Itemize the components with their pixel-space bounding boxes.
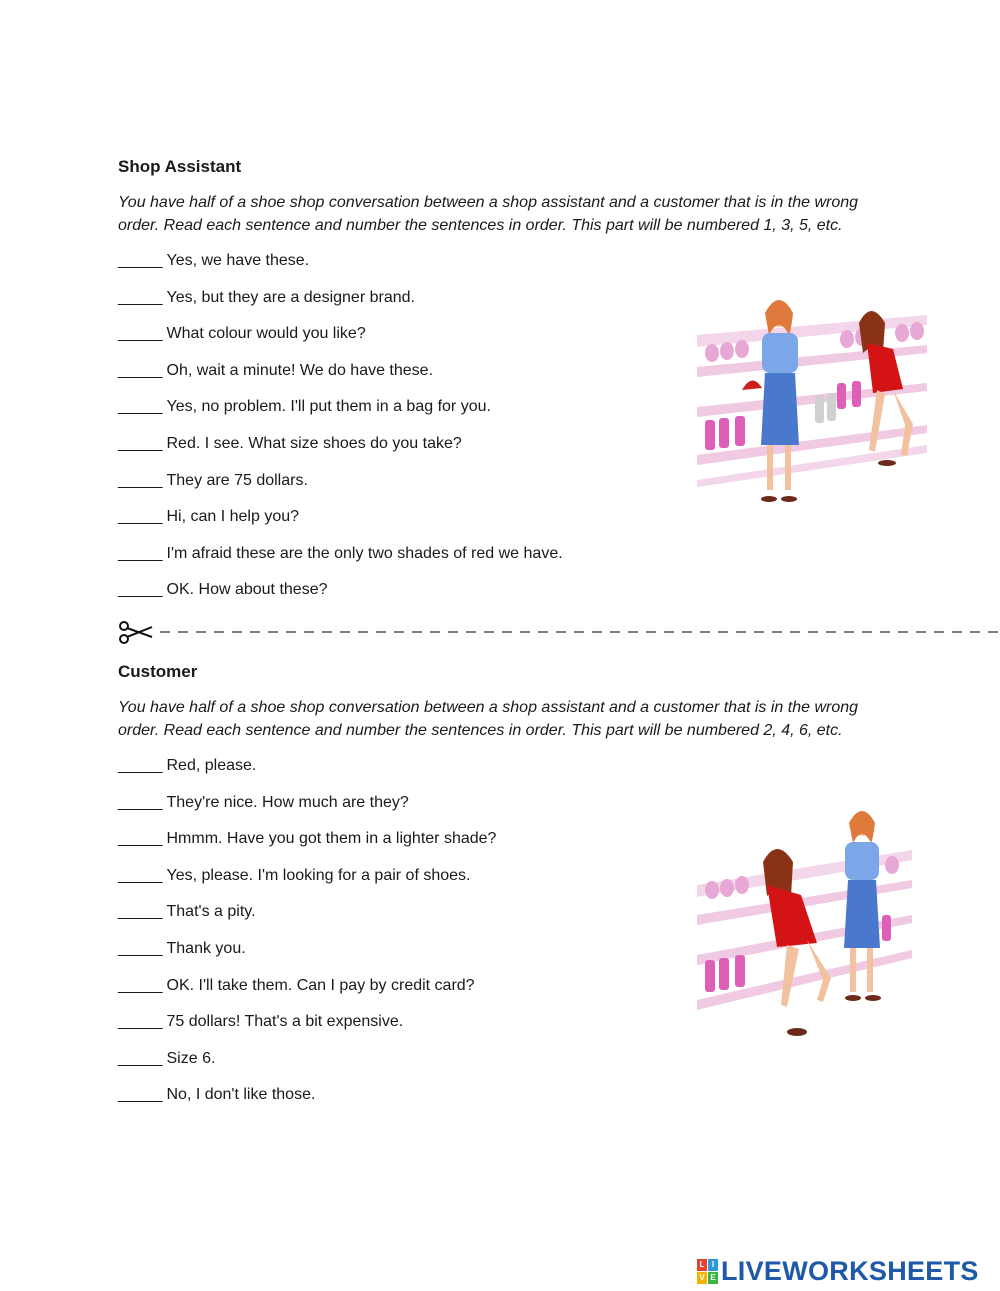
sentence-text: Thank you. [166,939,246,957]
sentence-text: Red, please. [166,757,257,774]
sentence-text: I'm afraid these are the only two shades of red we have. [166,544,563,562]
shop-assistant-title: Shop Assistant [118,157,242,176]
sentence-text: Yes, please. I'm looking for a pair of shoes. [166,866,471,884]
liveworksheets-logo [697,1257,979,1285]
logo-block-v: V [697,1272,707,1284]
number-blank[interactable]: _____ [118,976,163,994]
sentence-text: Yes, no problem. I'll put them in a bag for you. [166,398,491,416]
number-blank[interactable]: _____ [118,361,163,379]
sentence-text: That's a pity. [166,903,256,921]
shop-assistant-instructions: You have half of a shoe shop conversation between a shop assistant and a customer that is in the wrong order. Read each sentence and number the sentences in order. This part will be numbered 1, 3, 5, etc. [118,194,859,234]
sentence-line [118,544,898,581]
sentence-text: 75 dollars! That's a bit expensive. [166,1013,404,1031]
number-blank[interactable]: _____ [118,252,163,269]
number-blank[interactable]: _____ [118,471,163,489]
sentence-text: Oh, wait a minute! We do have these. [166,361,434,379]
number-blank[interactable]: _____ [118,288,163,306]
number-blank[interactable]: _____ [118,866,163,884]
number-blank[interactable]: _____ [118,1086,163,1104]
number-blank[interactable]: _____ [118,903,163,921]
sentence-text: Size 6. [166,1049,216,1067]
sentence-text: OK. How about these? [166,581,328,599]
customer-title: Customer [118,662,198,681]
number-blank[interactable]: _____ [118,544,163,562]
sentence-text: Hi, can I help you? [166,508,300,526]
logo-letter-blocks [697,1259,718,1284]
number-blank[interactable]: _____ [118,434,163,452]
sentence-line [118,756,898,793]
logo-block-i: I [708,1259,718,1271]
sentence-line [118,1049,898,1086]
sentence-line [118,507,898,544]
number-blank[interactable]: _____ [118,325,163,343]
sentence-text: Hmmm. Have you got them in a lighter shade? [166,830,497,848]
shoe-shop-illustration-top [697,295,932,510]
logo-block-e: E [708,1272,718,1284]
cut-here-line [118,620,1000,644]
sentence-text: Yes, but they are a designer brand. [166,288,415,306]
logo-block-l: L [697,1259,707,1271]
sentence-line [118,251,898,288]
number-blank[interactable]: _____ [118,508,163,526]
shoe-shop-illustration-bottom [697,810,917,1045]
sentence-text: No, I don't like those. [166,1086,316,1104]
logo-text: LIVEWORKSHEETS [721,1255,979,1286]
sentence-text: Red. I see. What size shoes do you take? [166,434,462,452]
scissors-icon [120,622,152,643]
number-blank[interactable]: _____ [118,1013,163,1031]
number-blank[interactable]: _____ [118,939,163,957]
sentence-text: OK. I'll take them. Can I pay by credit card? [166,976,475,994]
sentence-text: What colour would you like? [166,325,366,343]
number-blank[interactable]: _____ [118,757,163,774]
number-blank[interactable]: _____ [118,581,163,599]
sentence-line [118,1085,898,1122]
number-blank[interactable]: _____ [118,793,163,811]
sentence-text: Yes, we have these. [166,252,310,269]
sentence-text: They're nice. How much are they? [166,793,409,811]
sentence-text: They are 75 dollars. [166,471,308,489]
sentence-line [118,580,898,617]
number-blank[interactable]: _____ [118,398,163,416]
customer-instructions: You have half of a shoe shop conversation between a shop assistant and a customer that is in the wrong order. Read each sentence and number the sentences in order. This part will be numbered 2, 4, 6, etc. [118,699,859,739]
number-blank[interactable]: _____ [118,1049,163,1067]
number-blank[interactable]: _____ [118,830,163,848]
